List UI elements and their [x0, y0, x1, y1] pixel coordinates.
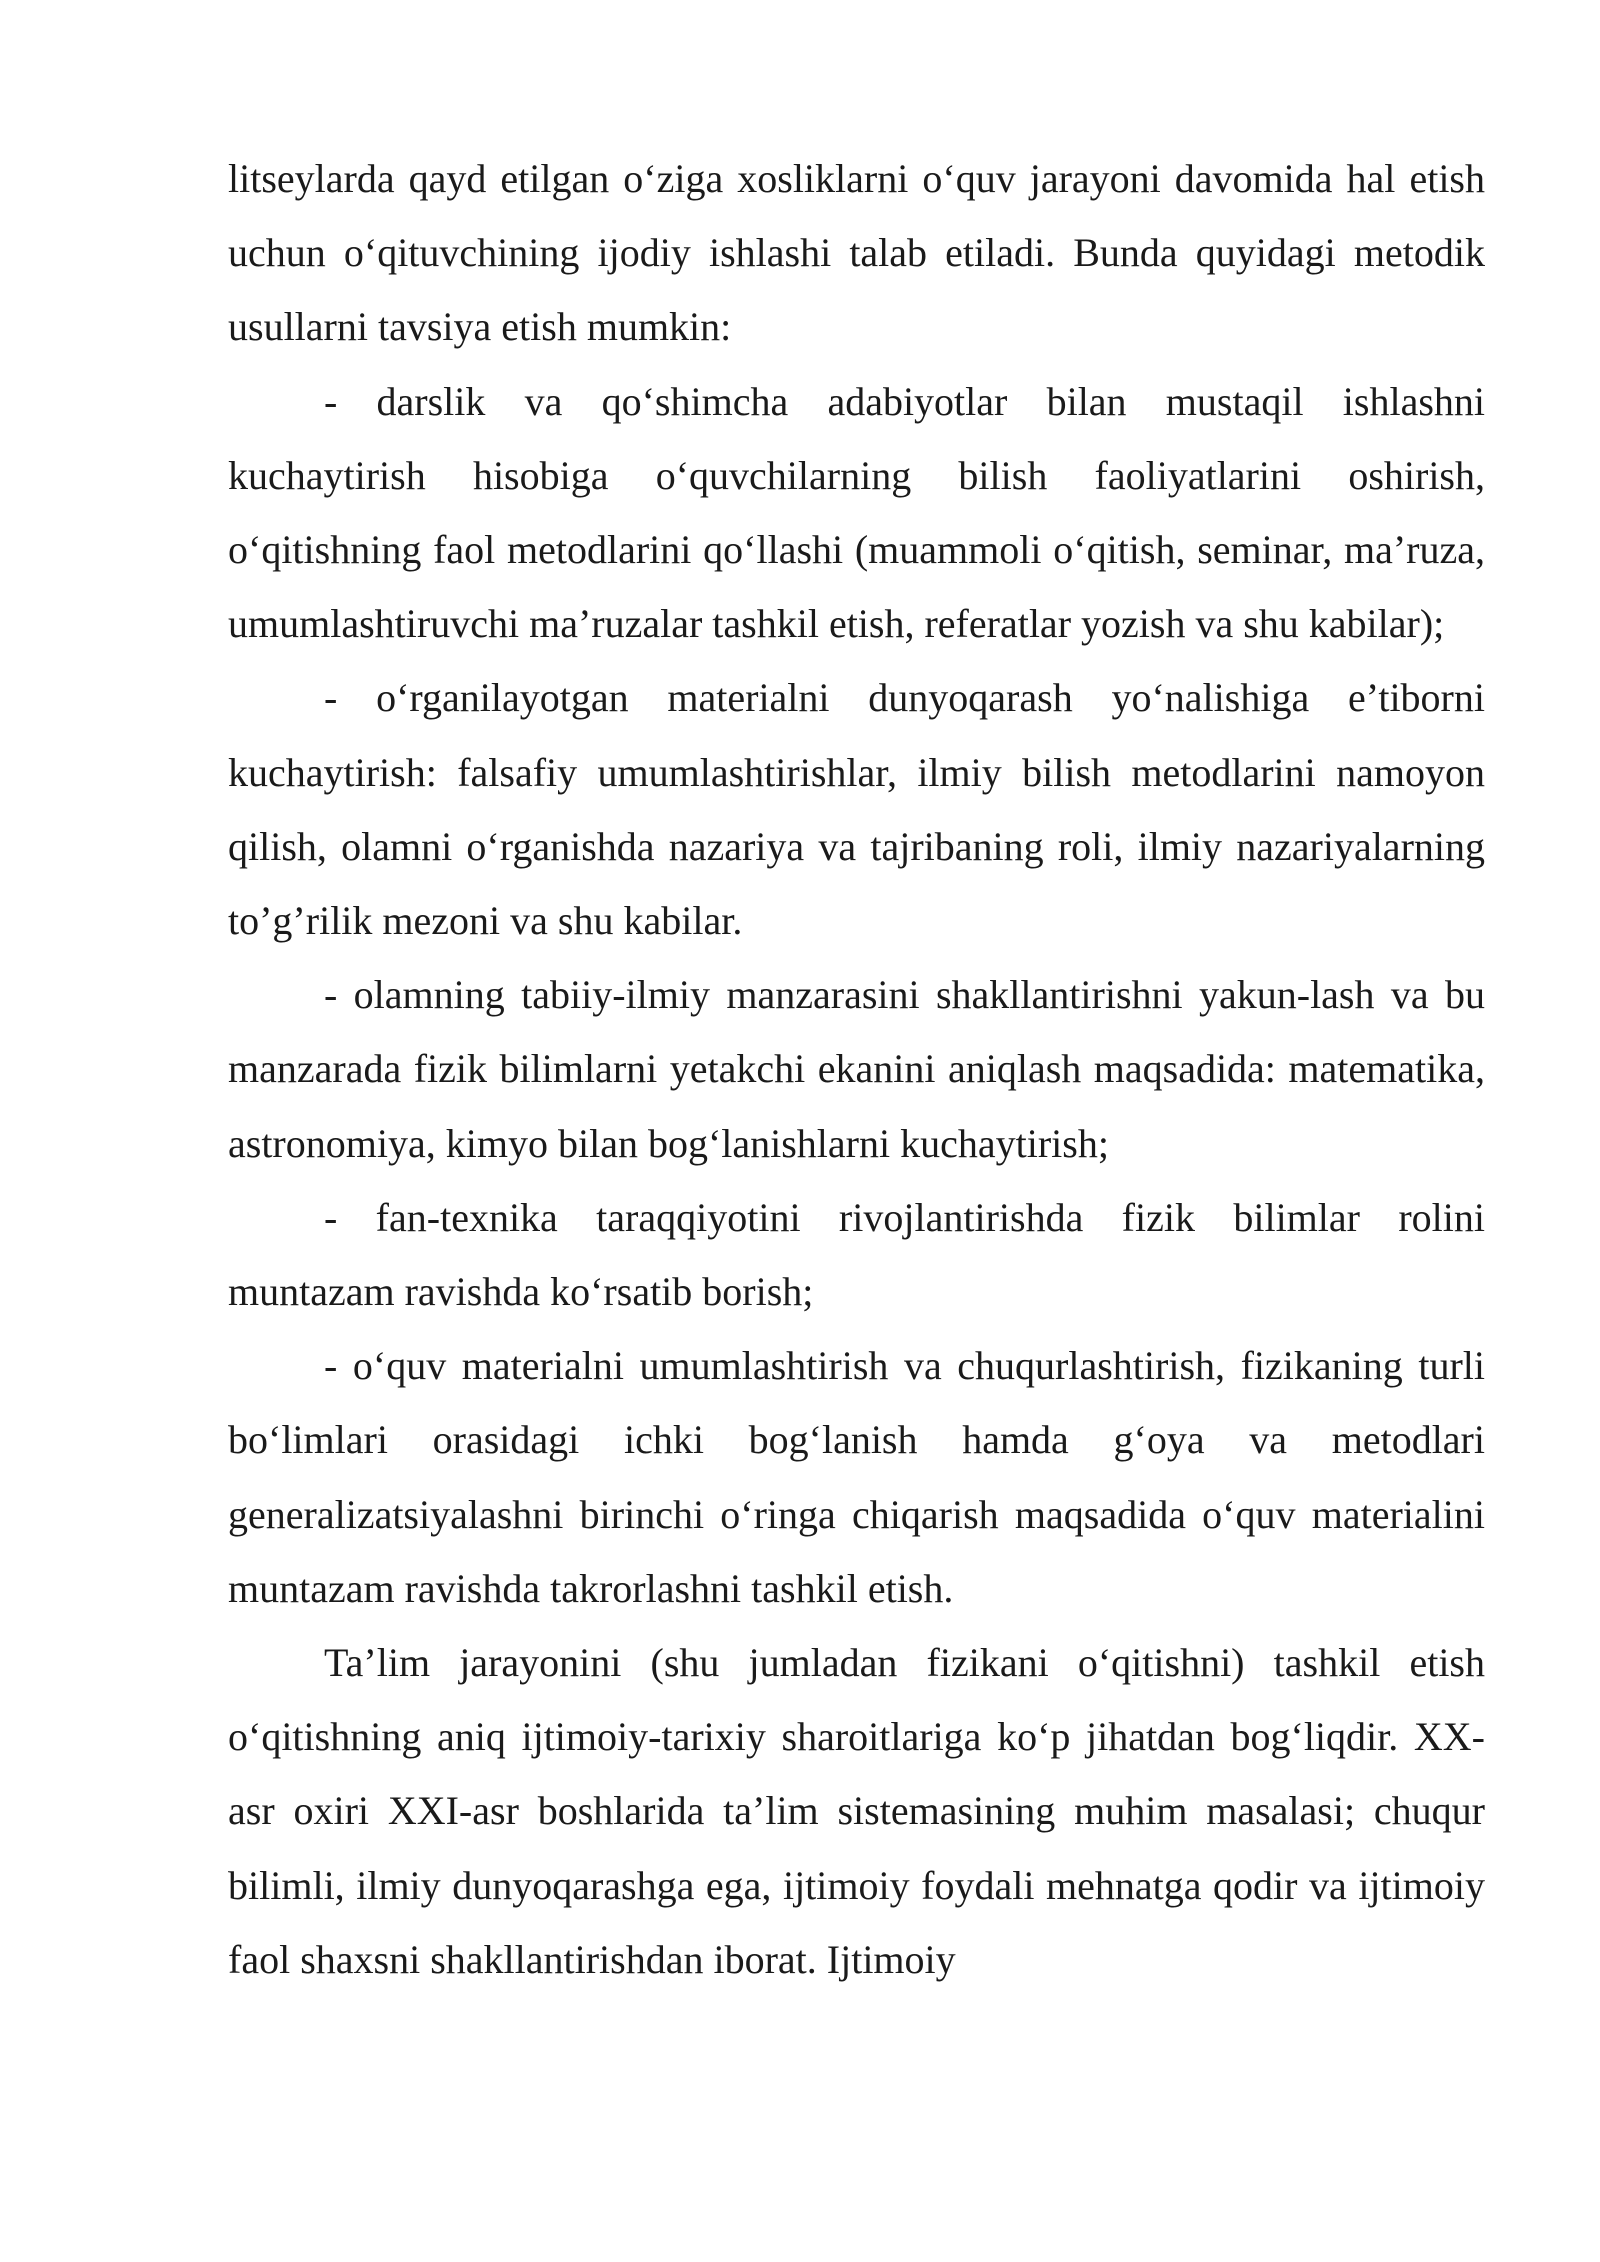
paragraph-intro: litseylarda qayd etilgan o‘ziga xosliklarni o‘quv jarayoni davomida hal etish uchun o‘qituvchining ijodiy ishlashi talab etiladi. Bunda quyidagi metodik usullarni tavsiya etish mumkin: [228, 156, 1485, 350]
list-item-science-technology: - fan-texnika taraqqiyotini rivojlantirishda fizik bilimlar rolini muntazam ravishda ko‘rsatib borish; [228, 1194, 1485, 1315]
paragraph-education-process: Ta’lim jarayonini (shu jumladan fizikani o‘qitishni) tashkil etish o‘qitishning aniq ijtimoiy-tarixiy sharoitlariga ko‘p jihatdan bog‘liqdir. XX-asr oxiri XXI-asr boshlarida ta’lim sistemasining muhim masalasi; chuqur bilimli, ilmiy dunyoqarashga ega, ijtimoiy foydali mehnatga qodir va ijtimoiy faol shaxsni shakllantirishdan iborat. Ijtimoiy [228, 1640, 1485, 1982]
list-item-worldview: - o‘rganilayotgan materialni dunyoqarash yo‘nalishiga e’tiborni kuchaytirish: falsafiy umumlashtirishlar, ilmiy bilish metodlarini namoyon qilish, olamni o‘rganishda nazariya va tajribaning roli, ilmiy nazariyalarning to’g’rilik mezoni va shu kabilar. [228, 675, 1485, 944]
list-item-scientific-picture: - olamning tabiiy-ilmiy manzarasini shakllantirishni yakun-lash va bu manzarada fizik bilimlarni yetakchi ekanini aniqlash maqsadida: matematika, astronomiya, kimyo bilan bog‘lanishlarni kuchaytirish; [228, 972, 1485, 1166]
list-item-independent-work: - darslik va qo‘shimcha adabiyotlar bilan mustaqil ishlashni kuchaytirish hisobiga o‘quvchilarning bilish faoliyatlarini oshirish, o‘qitishning faol metodlarini qo‘llashi (muammoli o‘qitish, seminar, ma’ruza, umumlashtiruvchi ma’ruzalar tashkil etish, referatlar yozish va shu kabilar); [228, 378, 1485, 647]
document-body [228, 142, 1485, 1997]
list-item-generalization: - o‘quv materialni umumlashtirish va chuqurlashtirish, fizikaning turli bo‘limlari orasidagi ichki bog‘lanish hamda g‘oya va metodlari generalizatsiyalashni birinchi o‘ringa chiqarish maqsadida o‘quv materialini muntazam ravishda takrorlashni tashkil etish. [228, 1343, 1485, 1611]
